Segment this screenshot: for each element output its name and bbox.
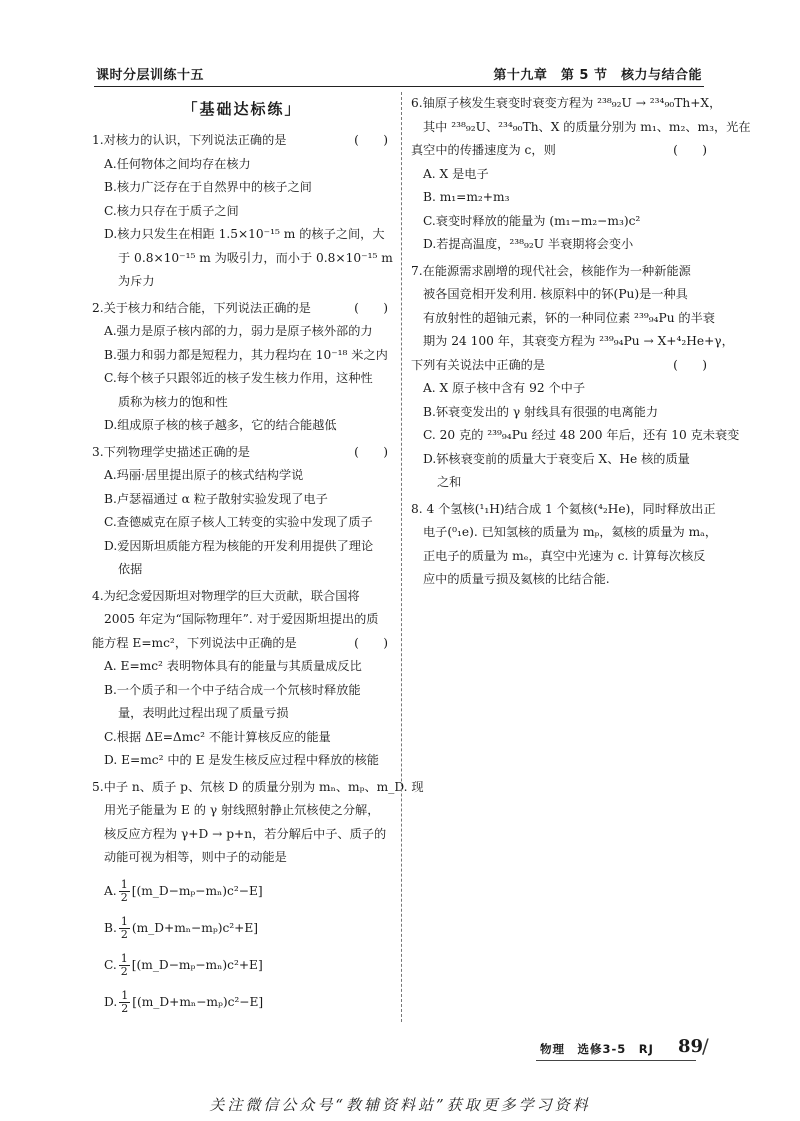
answer-blank: ( ) [673,357,707,372]
column-divider [401,92,402,1022]
fraction-denominator: 2 [120,927,128,941]
option-label: C. [104,957,117,972]
fraction [119,916,130,941]
left-question-1-stem-line [92,129,392,153]
left-question-5-stem-line: 核反应方程为 γ+D → p+n，若分解后中子、质子的 [104,826,387,841]
right-question-1-stem-line: 6.铀原子核发生衰变时衰变方程为 ²³⁸₉₂U → ²³⁴₉₀Th+X， [411,96,722,110]
right-question-2 [411,260,740,495]
right-question-2-stem-line: 期为 24 100 年，其衰变方程为 ²³⁹₉₄Pu → X+⁴₂He+γ， [423,334,734,348]
option-line: 量，表明此过程出现了质量亏损 [118,706,289,720]
left-question-4-stem-line [92,632,392,656]
fraction-numerator: 1 [120,914,128,928]
option-line [92,947,392,984]
left-question-4-stem-line: 4.为纪念爱因斯坦对物理学的巨大贡献，联合国将 [92,588,360,603]
option-line: A. E=mc² 表明物体具有的能量与其质量成反比 [104,659,362,673]
left-question-3 [92,441,392,582]
left-column [92,92,424,1021]
right-question-3-stem-line: 应中的质量亏损及氦核的比结合能. [423,572,610,586]
option-line: B.强力和弱力都是短程力，其力程均在 10⁻¹⁸ 米之内 [104,347,388,362]
fraction-denominator: 2 [120,890,128,904]
question-text: 能方程 E=mc²，下列说法中正确的是 [92,635,297,650]
question-text: 下列有关说法中正确的是 [411,357,546,372]
header-left: 课时分层训练十五 [96,68,205,83]
right-column [411,92,751,595]
option-label: A. [104,883,117,898]
header-rule [94,86,704,87]
footer-label: 物理 选修3-5 RJ [540,1042,654,1056]
option-line: 质称为核力的饱和性 [118,394,228,409]
right-question-3 [411,498,718,592]
fraction-denominator: 2 [121,1001,129,1015]
right-question-1-stem-line [411,139,711,163]
right-question-3-stem-line: 8. 4 个氢核(¹₁H)结合成 1 个氦核(⁴₂He)，同时释放出正 [411,501,716,516]
option-line: C.查德威克在原子核人工转变的实验中发现了质子 [104,515,373,529]
option-line: D.爱因斯坦质能方程为核能的开发利用提供了理论 [104,538,374,553]
answer-blank: ( ) [354,635,388,650]
left-question-2-stem-line [92,297,392,321]
page-number: 89 [678,1036,704,1057]
option-line: B.核力广泛存在于自然界中的核子之间 [104,180,312,194]
left-question-3-stem-line [92,441,392,465]
left-question-1 [92,129,392,294]
fraction-numerator: 1 [120,951,128,965]
option-line: A.玛丽·居里提出原子的核式结构学说 [104,468,304,482]
question-text: 真空中的传播速度为 c，则 [411,143,556,157]
option-expression: (m_D+mₙ−mₚ)c²+E] [131,920,259,935]
option-line: D.核力只发生在相距 1.5×10⁻¹⁵ m 的核子之间，大 [104,227,385,241]
answer-blank: ( ) [673,143,707,157]
option-line [92,910,392,947]
footer-rule [536,1060,696,1061]
fraction-numerator: 1 [120,877,128,891]
right-question-3-stem-line: 正电子的质量为 mₑ，真空中光速为 c. 计算每次核反 [423,548,706,563]
right-questions [411,92,751,592]
fraction-denominator: 2 [120,964,128,978]
option-line: 依据 [118,562,143,576]
left-question-5-stem-line: 5.中子 n、质子 p、氘核 D 的质量分别为 mₙ、mₚ、m_D. 现 [92,779,424,794]
option-line: B. m₁=m₂+m₃ [423,190,510,204]
question-text: 2.关于核力和结合能，下列说法正确的是 [92,300,311,315]
option-line: D.组成原子核的核子越多，它的结合能越低 [104,418,337,432]
option-label: D. [104,994,118,1009]
left-question-5 [92,776,424,870]
option-line: C.根据 ΔE=Δmc² 不能计算核反应的能量 [104,729,331,744]
question-5-options [92,873,392,1021]
question-text: 1.对核力的认识，下列说法正确的是 [92,133,287,147]
left-question-4 [92,585,392,773]
option-line: A. X 是电子 [423,166,489,181]
page-slash-decoration: / [702,1034,709,1058]
option-label: B. [104,920,117,935]
fraction [119,953,130,978]
right-question-2-stem-line: 被各国竞相开发利用. 核原料中的钚(Pu)是一种具 [423,287,688,301]
fraction-numerator: 1 [121,988,129,1002]
question-text: 3.下列物理学史描述正确的是 [92,444,250,459]
fraction [119,879,130,904]
option-line: A. X 原子核中含有 92 个中子 [423,381,586,395]
fraction [119,990,130,1015]
right-question-1-stem-line: 其中 ²³⁸₉₂U、²³⁴₉₀Th、X 的质量分别为 m₁、m₂、m₃，光在 [423,119,751,134]
right-question-2-stem-line: 7.在能源需求剧增的现代社会，核能作为一种新能源 [411,263,691,278]
option-line: A.任何物体之间均存在核力 [104,156,251,171]
answer-blank: ( ) [354,444,388,459]
left-question-5-stem-line: 动能可视为相等，则中子的动能是 [104,850,287,864]
section-title: 「基础达标练」 [182,100,302,118]
left-question-5-stem-line: 用光子能量为 E 的 γ 射线照射静止氘核使之分解， [104,803,380,817]
option-line: D.若提高温度，²³⁸₉₂U 半衰期将会变小 [423,237,634,251]
option-line [92,984,392,1021]
left-questions [92,129,424,870]
option-line: D. E=mc² 中的 E 是发生核反应过程中释放的核能 [104,753,379,767]
option-expression: [(m_D−mₚ−mₙ)c²+E] [131,957,263,972]
option-line: 于 0.8×10⁻¹⁵ m 为吸引力，而小于 0.8×10⁻¹⁵ m [118,250,393,265]
right-question-2-stem-line: 有放射性的超铀元素，钚的一种同位素 ²³⁹₉₄Pu 的半衰 [423,310,715,325]
option-line: B.钚衰变发出的 γ 射线具有很强的电离能力 [423,404,659,419]
left-question-2 [92,297,392,438]
option-line: C.核力只存在于质子之间 [104,203,239,218]
option-line: A.强力是原子核内部的力，弱力是原子核外部的力 [104,324,373,338]
right-question-1 [411,92,751,257]
option-line: B.卢瑟福通过 α 粒子散射实验发现了电子 [104,491,328,506]
option-expression: [(m_D−mₚ−mₙ)c²−E] [131,883,263,898]
right-question-2-stem-line [411,354,711,378]
option-line: B.一个质子和一个中子结合成一个氘核时释放能 [104,682,361,697]
header-right: 第十九章 第 5 节 核力与结合能 [493,68,702,83]
answer-blank: ( ) [354,133,388,147]
option-line: D.钚核衰变前的质量大于衰变后 X、He 核的质量 [423,451,690,466]
option-line: C. 20 克的 ²³⁹₉₄Pu 经过 48 200 年后，还有 10 克未衰变 [423,428,740,442]
option-line: 之和 [437,475,462,489]
promo-text: 关注微信公众号“教辅资料站”获取更多学习资料 [209,1096,591,1114]
option-line: 为斥力 [118,274,155,288]
option-line [92,873,392,910]
option-line: C.每个核子只跟邻近的核子发生核力作用，这种性 [104,371,373,385]
answer-blank: ( ) [354,300,388,315]
right-question-3-stem-line: 电子(⁰₁e). 已知氢核的质量为 mₚ，氦核的质量为 mₐ， [423,525,718,539]
left-question-4-stem-line: 2005 年定为“国际物理年”. 对于爱因斯坦提出的质 [104,612,379,626]
option-expression: [(m_D+mₙ−mₚ)c²−E] [132,994,264,1009]
option-line: C.衰变时释放的能量为 (m₁−m₂−m₃)c² [423,213,641,228]
